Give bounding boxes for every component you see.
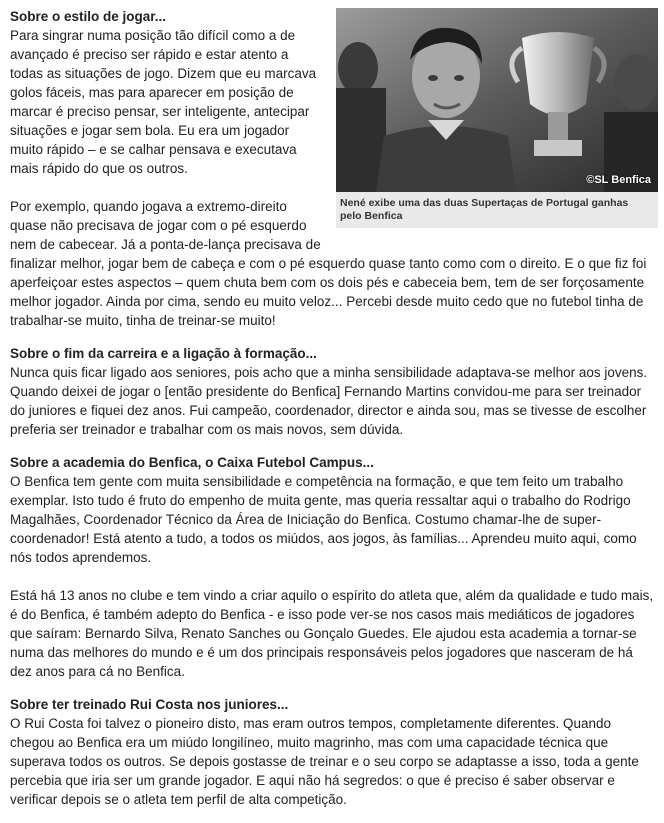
article-body	[10, 7, 658, 823]
paragraph: Está há 13 anos no clube e tem vindo a criar aquilo o espírito do atleta que, além da qualidade e tudo mais, é do Benfica, é também adepto do Benfica - e isso pode ver-se nos casos mais mediáticos de jogadores que saíram: Bernardo Silva, Renato Sanches ou Gonçalo Guedes. Ele ajudou esta academia a tornar-se numa das melhores do mundo e é um dos principais responsáveis pelos jogadores que nasceram de há dez anos para cá no Benfica.	[10, 588, 654, 679]
article-figure	[336, 8, 658, 228]
section-heading: Sobre a academia do Benfica, o Caixa Futebol Campus...	[10, 455, 374, 470]
player-photo-illustration	[336, 8, 658, 192]
photo-credit: ©SL Benfica	[586, 174, 651, 186]
section-career-end	[10, 344, 658, 439]
paragraph: O Benfica tem gente com muita sensibilidade e competência na formação, e que tem feito um trabalho exemplar. Isto tudo é fruto do empenho de muita gente, mas queria ressaltar aqui o trabalho do Rodrigo Magalhães, Coordenador Técnico da Área de Iniciação do Benfica. Costumo chamar-lhe de super-coordenador! Está atento a tudo, a todos os miúdos, aos jogos, às famílias... Aprendeu muito aqui, como nós todos aprendemos.	[10, 474, 637, 565]
section-heading: Sobre o fim da carreira e a ligação à formação...	[10, 346, 317, 361]
player-photo	[336, 8, 658, 192]
section-benfica-academy	[10, 453, 658, 681]
paragraph: Para singrar numa posição tão difícil como a de avançado é preciso ser rápido e estar atento a todas as situações de jogo. Dizem que eu marcava golos fáceis, mas para aparecer em posição de marcar é preciso pensar, ser inteligente, antecipar situações e jogar sem bola. Eu era um jogador muito rápido – e se calhar pensava e executava mais rápido do que os outros.	[10, 28, 317, 176]
paragraph: Por exemplo, quando jogava a extremo-direito quase não precisava de jogar com o pé esquerdo nem de cabecear. Já a ponta-de-lança precisava de finalizar melhor, jogar bem de cabeça e com o pé esquerdo quase tanto como com o direito. E o que fiz foi aperfeiçoar estes aspectos – quem chuta bem com os dois pés e cabeceia bem, tem de ser forçosamente melhor jogador. Ainda por cima, sendo eu muito veloz... Percebi desde muito cedo que no futebol tinha de trabalhar-se muito, tinha de treinar-se muito!	[10, 199, 647, 328]
paragraph: Nunca quis ficar ligado aos seniores, pois acho que a minha sensibilidade adaptava-se melhor aos jovens. Quando deixei de jogar o [então presidente do Benfica] Fernando Martins convidou-me para ser treinador do juniores e fiquei dez anos. Fui campeão, coordenador, director e ainda sou, mas se tivesse de escolher preferia ser treinador e trabalhar com os mais novos, sem dúvida.	[10, 365, 648, 437]
paragraph: O Rui Costa foi talvez o pioneiro disto, mas eram outros tempos, completamente diferentes. Quando chegou ao Benfica era um miúdo longilíneo, muito magrinho, mas com uma capacidade técnica que superava todos os outros. Se depois gostasse de treinar e o seu corpo se adaptasse a isso, toda a gente percebia que iria ser um grande jogador. E aqui não há segredos: o que é preciso é saber observar e verificar depois se o atleta tem perfil de alta competição.	[10, 716, 639, 807]
section-heading: Sobre o estilo de jogar...	[10, 9, 167, 24]
section-heading: Sobre ter treinado Rui Costa nos juniores...	[10, 697, 289, 712]
section-rui-costa	[10, 695, 658, 809]
photo-caption: Nené exibe uma das duas Supertaças de Portugal ganhas pelo Benfica	[340, 197, 629, 222]
